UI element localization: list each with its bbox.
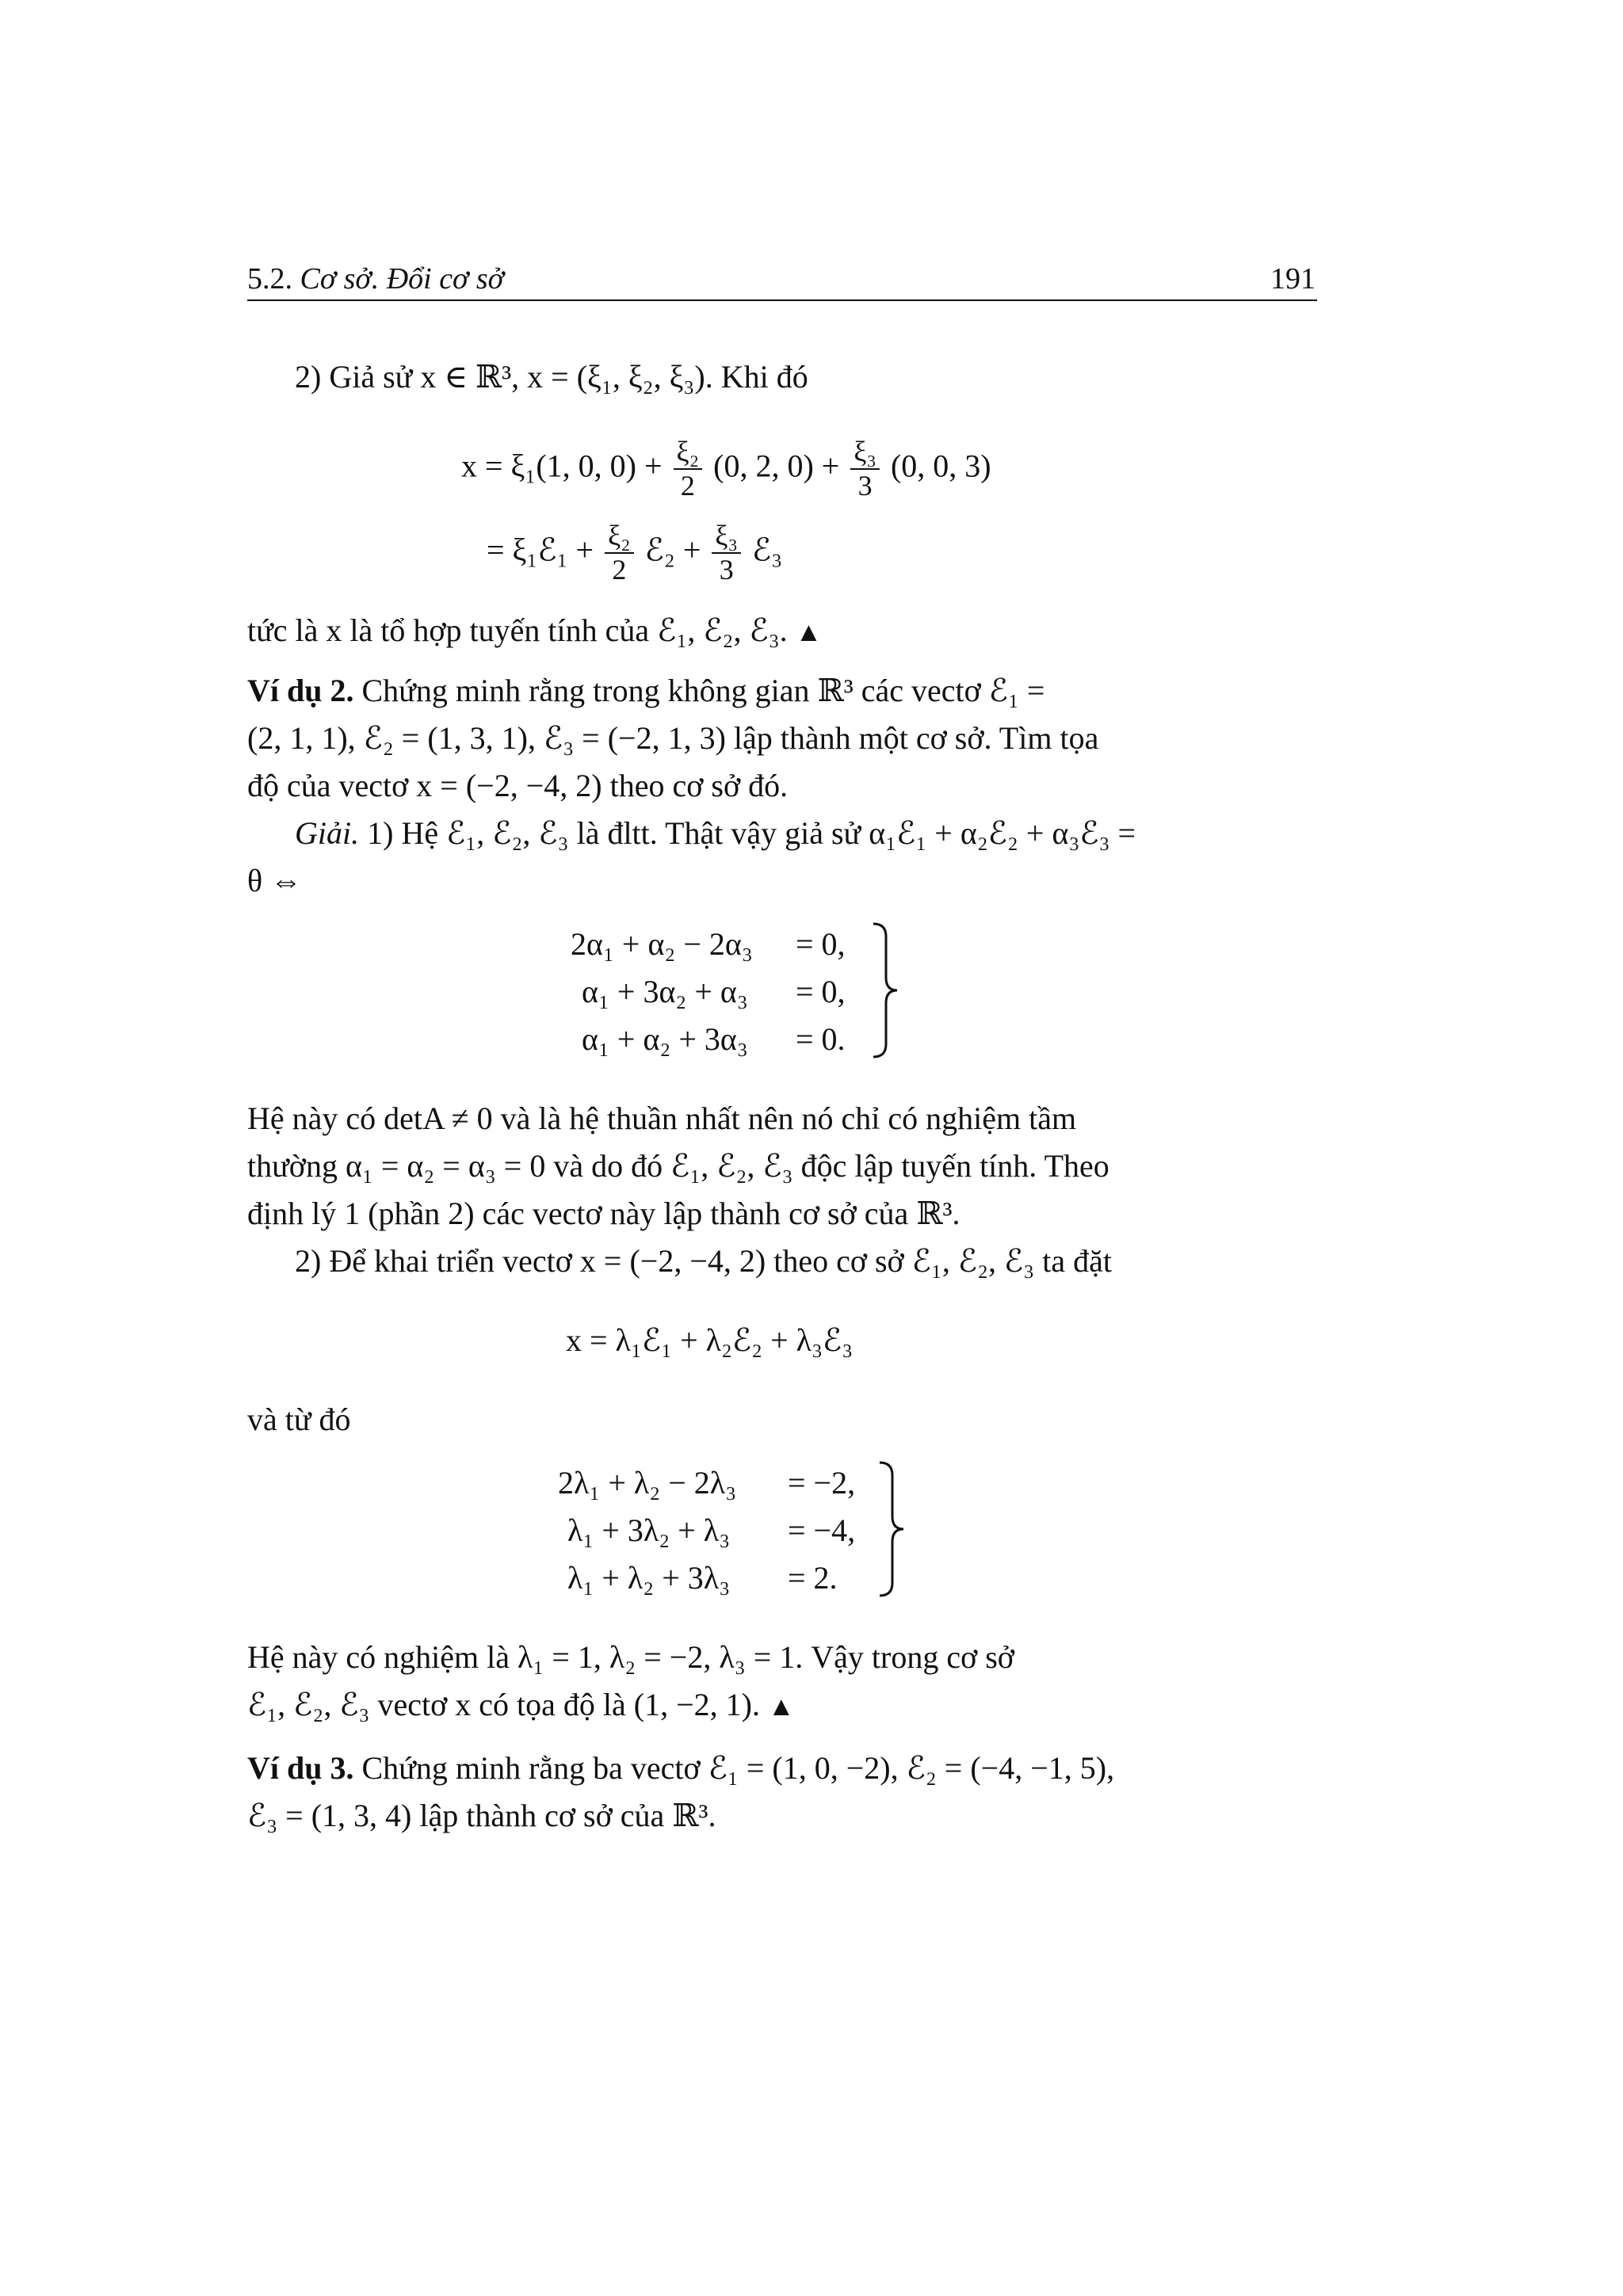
system-row-rhs: = −4, <box>788 1512 856 1548</box>
solution-label: Giải. <box>295 815 360 851</box>
expansion-line-1-mid: (0, 2, 0) + <box>713 448 840 484</box>
paragraph-line: 2) Để khai triển vectơ x = (−2, −4, 2) theo cơ sở ℰ₁, ℰ₂, ℰ₃ ta đặt <box>295 1243 1112 1279</box>
solution-line-2: θ ⇔ <box>247 863 303 898</box>
expansion-line-2-tail: ℰ₃ <box>752 532 783 568</box>
right-brace <box>876 1459 908 1599</box>
expansion-line-2-mid: ℰ₂ + <box>644 532 701 568</box>
and-from-that: và từ đó <box>247 1402 351 1437</box>
fraction-xi3-over-3-b: $\frac{\text{ξ₃}}{3}$ <box>712 520 741 587</box>
example3-line-1: Ví dụ 3. Chứng minh rằng ba vectơ ℰ₁ = (1, 0, −2), ℰ₂ = (−4, −1, 5), <box>247 1750 1115 1786</box>
system-row-rhs: = 0, <box>796 926 846 962</box>
example3-line-2: ℰ₃ = (1, 3, 4) lập thành cơ sở của ℝ³. <box>247 1798 716 1833</box>
system-row: λ₁ + 3λ₂ + λ₃ <box>567 1512 731 1548</box>
system-row: λ₁ + λ₂ + 3λ₃ <box>567 1560 731 1596</box>
right-brace <box>870 921 902 1060</box>
paragraph-line: ℰ₁, ℰ₂, ℰ₃ vectơ x có tọa độ là (1, −2, 1). ▲ <box>247 1687 795 1722</box>
section-title: Cơ sở. Đổi cơ sở <box>300 262 504 296</box>
page-number: 191 <box>1270 262 1316 296</box>
system-row-rhs: = 0, <box>796 974 846 1009</box>
paragraph-line: Hệ này có detA ≠ 0 và là hệ thuần nhất nên nó chỉ có nghiệm tầm <box>247 1100 1077 1136</box>
paragraph-line: định lý 1 (phần 2) các vectơ này lập thành cơ sở của ℝ³. <box>247 1196 960 1231</box>
example2-line-1: Ví dụ 2. Chứng minh rằng trong không gian ℝ³ các vectơ ℰ₁ = <box>247 673 1045 708</box>
fraction-xi3-over-3: $\frac{\text{ξ₃}}{3}$ <box>850 436 880 503</box>
running-header <box>247 264 504 294</box>
end-of-proof-mark: ▲ <box>767 1692 795 1722</box>
expansion-line-2 <box>487 520 782 587</box>
system-row: α₁ + α₂ + 3α₃ <box>582 1021 748 1057</box>
example3-label: Ví dụ 3. <box>247 1750 354 1786</box>
expansion-line-1-tail: (0, 0, 3) <box>890 448 991 484</box>
expansion-line-1 <box>461 436 991 503</box>
part2-intro: 2) Giả sử x ∈ ℝ³, x = (ξ₁, ξ₂, ξ₃). Khi đó <box>295 359 808 395</box>
example2-line-3: độ của vectơ x = (−2, −4, 2) theo cơ sở đó. <box>247 768 789 803</box>
system-row: 2α₁ + α₂ − 2α₃ <box>571 926 753 962</box>
conclusion-1: tức là x là tổ hợp tuyến tính của ℰ₁, ℰ₂, ℰ₃. ▲ <box>247 612 823 648</box>
section-number: 5.2. <box>247 262 292 296</box>
fraction-xi2-over-2: $\frac{\text{ξ₂}}{2}$ <box>674 436 703 503</box>
system-row-rhs: = 2. <box>788 1560 838 1596</box>
system-row: 2λ₁ + λ₂ − 2λ₃ <box>558 1465 737 1501</box>
expansion-line-1-lhs: x = ξ₁(1, 0, 0) + <box>461 448 663 484</box>
end-of-proof-mark: ▲ <box>795 618 823 647</box>
fraction-xi2-over-2-b: $\frac{\text{ξ₂}}{2}$ <box>605 520 634 587</box>
example2-line-2: (2, 1, 1), ℰ₂ = (1, 3, 1), ℰ₃ = (−2, 1, 3) lập thành một cơ sở. Tìm tọa <box>247 720 1099 756</box>
solution-line-1: Giải. 1) Hệ ℰ₁, ℰ₂, ℰ₃ là đltt. Thật vậy giả sử α₁ℰ₁ + α₂ℰ₂ + α₃ℰ₃ = <box>295 815 1136 851</box>
system-row-rhs: = 0. <box>796 1021 846 1057</box>
lambda-equation: x = λ₁ℰ₁ + λ₂ℰ₂ + λ₃ℰ₃ <box>566 1322 854 1358</box>
paragraph-line: Hệ này có nghiệm là λ₁ = 1, λ₂ = −2, λ₃ = 1. Vậy trong cơ sở <box>247 1639 1014 1675</box>
system-row: α₁ + 3α₂ + α₃ <box>582 974 748 1009</box>
system-row-rhs: = −2, <box>788 1465 856 1501</box>
paragraph-line: thường α₁ = α₂ = α₃ = 0 và do đó ℰ₁, ℰ₂, ℰ₃ độc lập tuyến tính. Theo <box>247 1148 1109 1184</box>
header-rule <box>247 299 1317 301</box>
example2-label: Ví dụ 2. <box>247 673 354 708</box>
expansion-line-2-lhs: = ξ₁ℰ₁ + <box>487 532 594 568</box>
